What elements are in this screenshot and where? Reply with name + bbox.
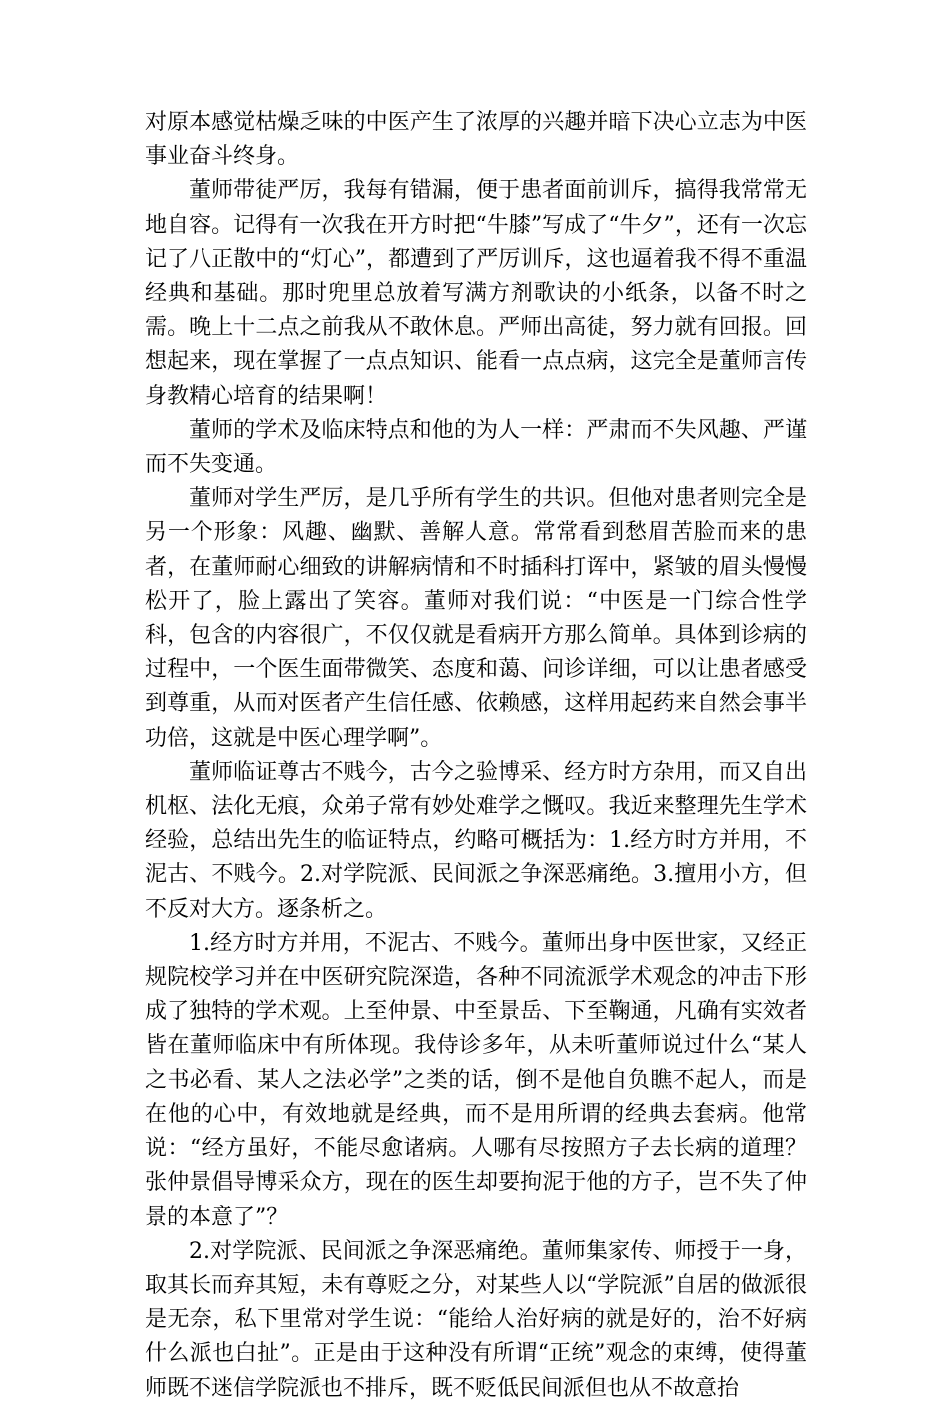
paragraph-continued: 对原本感觉枯燥乏味的中医产生了浓厚的兴趣并暗下决心立志为中医事业奋斗终身。 (145, 110, 807, 170)
paragraph-point-two: 2.对学院派、民间派之争深恶痛绝。董师集家传、师授于一身，取其长而弃其短，未有尊贬之分，对某些人以“学院派”自居的做派很是无奈，私下里常对学生说：“能给人治好病的就是好的，治不好病什么派也白扯”。正是由于这种没有所谓“正统”观念的束缚，使得董师既不迷信学院派也不排斥，既不贬低民间派但也从不故意抬 (145, 1238, 807, 1401)
paragraph-clinical-features: 董师临证尊古不贱今，古今之验博采、经方时方杂用，而又自出机枢、法化无痕，众弟子常有妙处难学之慨叹。我近来整理先生学术经验，总结出先生的临证特点，约略可概括为：1.经方时方并用，不泥古、不贱今。2.对学院派、民间派之争深恶痛绝。3.擅用小方，但不反对大方。逐条析之。 (145, 759, 807, 922)
body-text (145, 106, 807, 1406)
paragraph-academic-traits: 董师的学术及临床特点和他的为人一样：严肃而不失风趣、严谨而不失变通。 (145, 417, 807, 478)
paragraph-patient-manner: 董师对学生严厉，是几乎所有学生的共识。但他对患者则完全是另一个形象：风趣、幽默、善解人意。常常看到愁眉苦脸而来的患者，在董师耐心细致的讲解病情和不时插科打诨中，紧皱的眉头慢慢松开了，脸上露出了笑容。董师对我们说：“中医是一门综合性学科，包含的内容很广，不仅仅就是看病开方那么简单。具体到诊病的过程中，一个医生面带微笑、态度和蔼、问诊详细，可以让患者感受到尊重，从而对医者产生信任感、依赖感，这样用起药来自然会事半功倍，这就是中医心理学啊”。 (145, 486, 807, 751)
paragraph-strict-teaching: 董师带徒严厉，我每有错漏，便于患者面前训斥，搞得我常常无地自容。记得有一次我在开方时把“牛膝”写成了“牛夕”，还有一次忘记了八正散中的“灯心”，都遭到了严厉训斥，这也逼着我不得不重温经典和基础。那时兜里总放着写满方剂歌诀的小纸条，以备不时之需。晚上十二点之前我从不敢休息。严师出高徒，努力就有回报。回想起来，现在掌握了一点点知识、能看一点点病，这完全是董师言传身教精心培育的结果啊！ (145, 178, 807, 409)
paragraph-point-one: 1.经方时方并用，不泥古、不贱今。董师出身中医世家，又经正规院校学习并在中医研究院深造，各种不同流派学术观念的冲击下形成了独特的学术观。上至仲景、中至景岳、下至鞠通，凡确有实效者皆在董师临床中有所体现。我侍诊多年，从未听董师说过什么“某人之书必看、某人之法必学”之类的话，倒不是他自负瞧不起人，而是在他的心中，有效地就是经典，而不是用所谓的经典去套病。他常说：“经方虽好，不能尽愈诸病。人哪有尽按照方子去长病的道理？张仲景倡导博采众方，现在的医生却要拘泥于他的方子，岂不失了仲景的本意了”？ (145, 930, 807, 1230)
